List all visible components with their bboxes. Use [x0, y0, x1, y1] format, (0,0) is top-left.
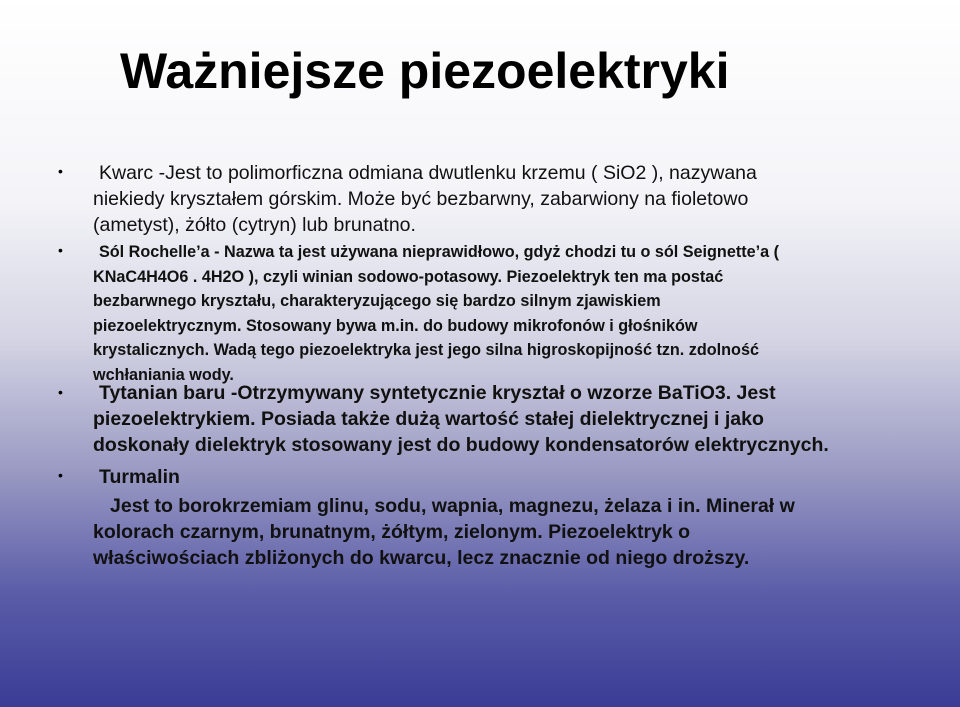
bullet-marker: • — [58, 163, 63, 179]
bullet-text-turmalin — [93, 464, 899, 490]
text-line: piezoelektrycznym. Stosowany bywa m.in. do budowy mikrofonów i głośników — [93, 316, 698, 335]
text-line: bezbarwnego kryształu, charakteryzującego się bardzo silnym zjawiskiem — [93, 292, 661, 311]
slide-title: Ważniejsze piezoelektryki — [120, 43, 730, 99]
text-line: wchłaniania wody. — [93, 365, 234, 384]
text-line: Turmalin — [99, 466, 180, 488]
text-line: właściwościach zbliżonych do kwarcu, lecz znacznie od niego droższy. — [93, 547, 750, 569]
text-line: doskonały dielektryk stosowany jest do budowy kondensatorów elektrycznych. — [93, 434, 829, 456]
text-line: KNaC4H4O6 . 4H2O ), czyli winian sodowo-potasowy. Piezoelektryk ten ma postać — [93, 267, 724, 286]
bullet-marker: • — [58, 384, 63, 400]
text-line: piezoelektrykiem. Posiada także dużą wartość stałej dielektrycznej i jako — [93, 408, 764, 430]
text-line: Sól Rochelle’a - Nazwa ta jest używana nieprawidłowo, gdyż chodzi tu o sól Seignette’a ( — [99, 243, 779, 261]
bullet-text-kwarc — [93, 160, 893, 238]
text-line: kolorach czarnym, brunatnym, żółtym, zielonym. Piezoelektryk o — [93, 521, 691, 543]
bullet-marker: • — [58, 242, 63, 258]
bullet-text-sol-rochellea — [93, 240, 893, 388]
text-line: niekiedy kryształem górskim. Może być bezbarwny, zabarwiony na fioletowo — [93, 188, 749, 210]
text-line: (ametyst), żółto (cytryn) lub brunatno. — [93, 214, 416, 236]
text-line: Tytanian baru -Otrzymywany syntetycznie kryształ o wzorze BaTiO3. Jest — [99, 382, 776, 404]
bullet-text-tytanian-baru — [93, 380, 913, 458]
text-line: krystalicznych. Wadą tego piezoelektryka jest jego silna higroskopijność tzn. zdolność — [93, 341, 759, 360]
turmalin-description — [93, 493, 913, 571]
text-line: Jest to borokrzemiam glinu, sodu, wapnia, magnezu, żelaza i in. Minerał w — [110, 495, 795, 517]
bullet-marker: • — [58, 467, 63, 483]
text-line: Kwarc -Jest to polimorficzna odmiana dwutlenku krzemu ( SiO2 ), nazywana — [99, 162, 757, 184]
